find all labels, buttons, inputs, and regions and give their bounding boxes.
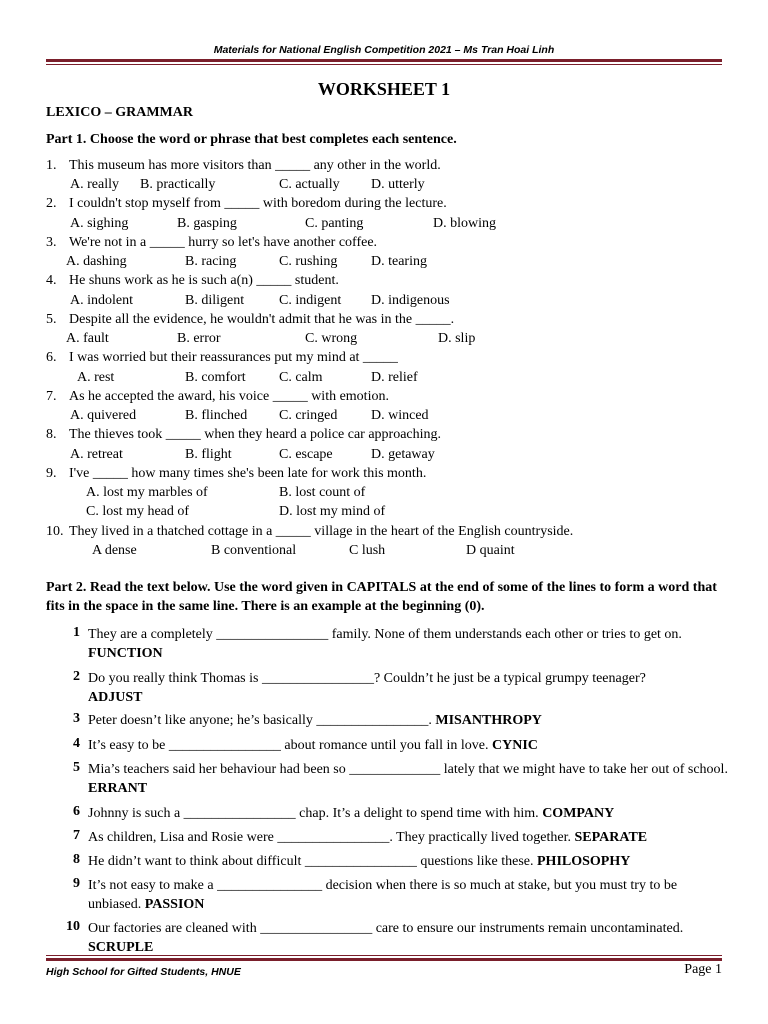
item-4 [88, 736, 728, 755]
option-b: B. comfort [185, 370, 246, 385]
item-number: 8 [73, 852, 80, 867]
option-b: B. racing [185, 254, 237, 269]
option-c: C. calm [279, 370, 323, 385]
option-d: D. indigenous [371, 293, 450, 308]
option-c: C lush [349, 543, 386, 558]
question-5 [46, 312, 454, 328]
item-text: Do you really think Thomas is ________________? Couldn’t he just be a typical grumpy teenager? [88, 671, 646, 686]
question-2 [46, 196, 447, 212]
option-c: C. lost my head of [86, 504, 190, 519]
header-title: Materials for National English Competition 2021 – Ms Tran Hoai Linh [213, 44, 555, 56]
option-b: B conventional [211, 543, 297, 558]
item-10 [88, 919, 728, 957]
question-6 [46, 350, 398, 366]
item-5 [88, 760, 728, 798]
option-a: A. really [70, 177, 119, 192]
item-capital-word: MISANTHROPY [435, 713, 542, 728]
item-number: 5 [73, 760, 80, 775]
question-number: 8. [46, 427, 57, 442]
option-d: D. blowing [433, 216, 496, 231]
option-c: C. rushing [279, 254, 338, 269]
question-7 [46, 389, 389, 405]
item-text: It’s easy to be ________________ about romance until you fall in love. [88, 738, 489, 753]
item-capital-word: CYNIC [491, 738, 538, 753]
option-c: C. cringed [279, 408, 338, 423]
option-d: D. relief [371, 370, 418, 385]
question-text: I couldn't stop myself from _____ with boredom during the lecture. [69, 196, 447, 211]
option-c: C. panting [305, 216, 364, 231]
question-number: 3. [46, 235, 57, 250]
question-text: I've _____ how many times she's been late for work this month. [69, 466, 427, 481]
item-capital-word: SCRUPLE [88, 940, 154, 955]
item-number: 3 [73, 711, 80, 726]
question-number: 2. [46, 196, 57, 211]
item-text: He didn’t want to think about difficult ________________ questions like these. [88, 854, 534, 869]
option-a: A. sighing [70, 216, 129, 231]
item-text: Johnny is such a ________________ chap. It’s a delight to spend time with him. [88, 806, 539, 821]
worksheet-title: WORKSHEET 1 [317, 79, 451, 99]
option-a: A. lost my marbles of [86, 485, 208, 500]
part1-title: Part 1. Choose the word or phrase that best completes each sentence. [46, 132, 457, 147]
item-text: They are a completely ________________ family. None of them understands each other or tries to get on. [88, 627, 682, 642]
item-capital-word: SEPARATE [574, 830, 648, 845]
item-capital-word: ADJUST [88, 690, 143, 705]
question-9 [46, 466, 426, 482]
option-a: A. rest [77, 370, 115, 385]
question-10 [46, 524, 573, 540]
question-text: We're not in a _____ hurry so let's have another coffee. [69, 235, 378, 250]
item-number: 4 [73, 736, 80, 751]
header-rule-thin [46, 64, 722, 65]
option-b: B. flight [185, 447, 232, 462]
option-d: D. winced [371, 408, 429, 423]
option-a: A. dashing [66, 254, 127, 269]
question-number: 10. [46, 524, 64, 539]
section-title: LEXICO – GRAMMAR [46, 105, 193, 120]
footer-rule-thin [46, 955, 722, 956]
item-number: 2 [73, 669, 80, 684]
option-b: B. practically [140, 177, 216, 192]
item-8 [88, 852, 728, 871]
footer-school: High School for Gifted Students, HNUE [46, 966, 241, 978]
option-a: A. fault [66, 331, 109, 346]
option-d: D. utterly [371, 177, 425, 192]
item-6 [88, 804, 728, 823]
question-number: 4. [46, 273, 57, 288]
option-c: C. indigent [279, 293, 342, 308]
question-number: 5. [46, 312, 57, 327]
question-text: I was worried but their reassurances put my mind at _____ [69, 350, 398, 365]
question-number: 7. [46, 389, 57, 404]
page-number: Page 1 [684, 962, 722, 977]
item-capital-word: FUNCTION [88, 646, 163, 661]
option-d: D. tearing [371, 254, 427, 269]
item-1 [88, 625, 728, 663]
question-text: Despite all the evidence, he wouldn't admit that he was in the _____. [69, 312, 455, 327]
item-text: It’s not easy to make a _______________ decision when there is so much at stake, but you must try to be unbiased. [88, 878, 678, 912]
question-8 [46, 427, 441, 443]
option-a: A dense [92, 543, 137, 558]
option-c: C. wrong [305, 331, 358, 346]
option-b: B. gasping [177, 216, 237, 231]
item-text: Peter doesn’t like anyone; he’s basically ________________. [88, 713, 432, 728]
header-rule-thick [46, 59, 722, 62]
option-d: D quaint [466, 543, 515, 558]
item-number: 7 [73, 828, 80, 843]
item-number: 6 [73, 804, 80, 819]
question-text: As he accepted the award, his voice _____ with emotion. [69, 389, 389, 404]
question-3 [46, 235, 377, 251]
item-text: Our factories are cleaned with ________________ care to ensure our instruments remain uncontaminated. [88, 921, 684, 936]
question-text: This museum has more visitors than _____ any other in the world. [69, 158, 441, 173]
option-b: B. error [177, 331, 221, 346]
footer-rule-thick [46, 958, 722, 961]
question-number: 9. [46, 466, 57, 481]
option-b: B. flinched [185, 408, 248, 423]
option-c: C. actually [279, 177, 340, 192]
option-b: B. diligent [185, 293, 245, 308]
item-capital-word: ERRANT [88, 781, 148, 796]
option-d: D. slip [438, 331, 476, 346]
question-number: 1. [46, 158, 57, 173]
option-d: D. lost my mind of [279, 504, 386, 519]
question-number: 6. [46, 350, 57, 365]
item-7 [88, 828, 728, 847]
item-capital-word: COMPANY [542, 806, 615, 821]
item-3 [88, 711, 728, 730]
item-text: Mia’s teachers said her behaviour had been so _____________ lately that we might have to take her out of school. [88, 762, 728, 777]
item-9 [88, 876, 728, 914]
question-1 [46, 158, 441, 174]
item-capital-word: PHILOSOPHY [537, 854, 631, 869]
item-number: 1 [73, 625, 80, 640]
option-a: A. quivered [70, 408, 137, 423]
option-c: C. escape [279, 447, 333, 462]
item-text: As children, Lisa and Rosie were ________________. They practically lived together. [88, 830, 572, 845]
item-2 [88, 669, 728, 707]
question-text: He shuns work as he is such a(n) _____ student. [69, 273, 339, 288]
option-a: A. indolent [70, 293, 133, 308]
option-b: B. lost count of [279, 485, 366, 500]
item-number: 9 [73, 876, 80, 891]
question-text: The thieves took _____ when they heard a police car approaching. [69, 427, 442, 442]
question-4 [46, 273, 339, 289]
question-text: They lived in a thatched cottage in a _____ village in the heart of the English countryside. [69, 524, 574, 539]
item-number: 10 [66, 919, 80, 934]
item-capital-word: PASSION [144, 897, 205, 912]
part2-title: Part 2. Read the text below. Use the word given in CAPITALS at the end of some of the lines to form a word that fits in the space in the same line. There is an example at the beginning (0). [46, 580, 717, 614]
option-d: D. getaway [371, 447, 435, 462]
option-a: A. retreat [70, 447, 123, 462]
